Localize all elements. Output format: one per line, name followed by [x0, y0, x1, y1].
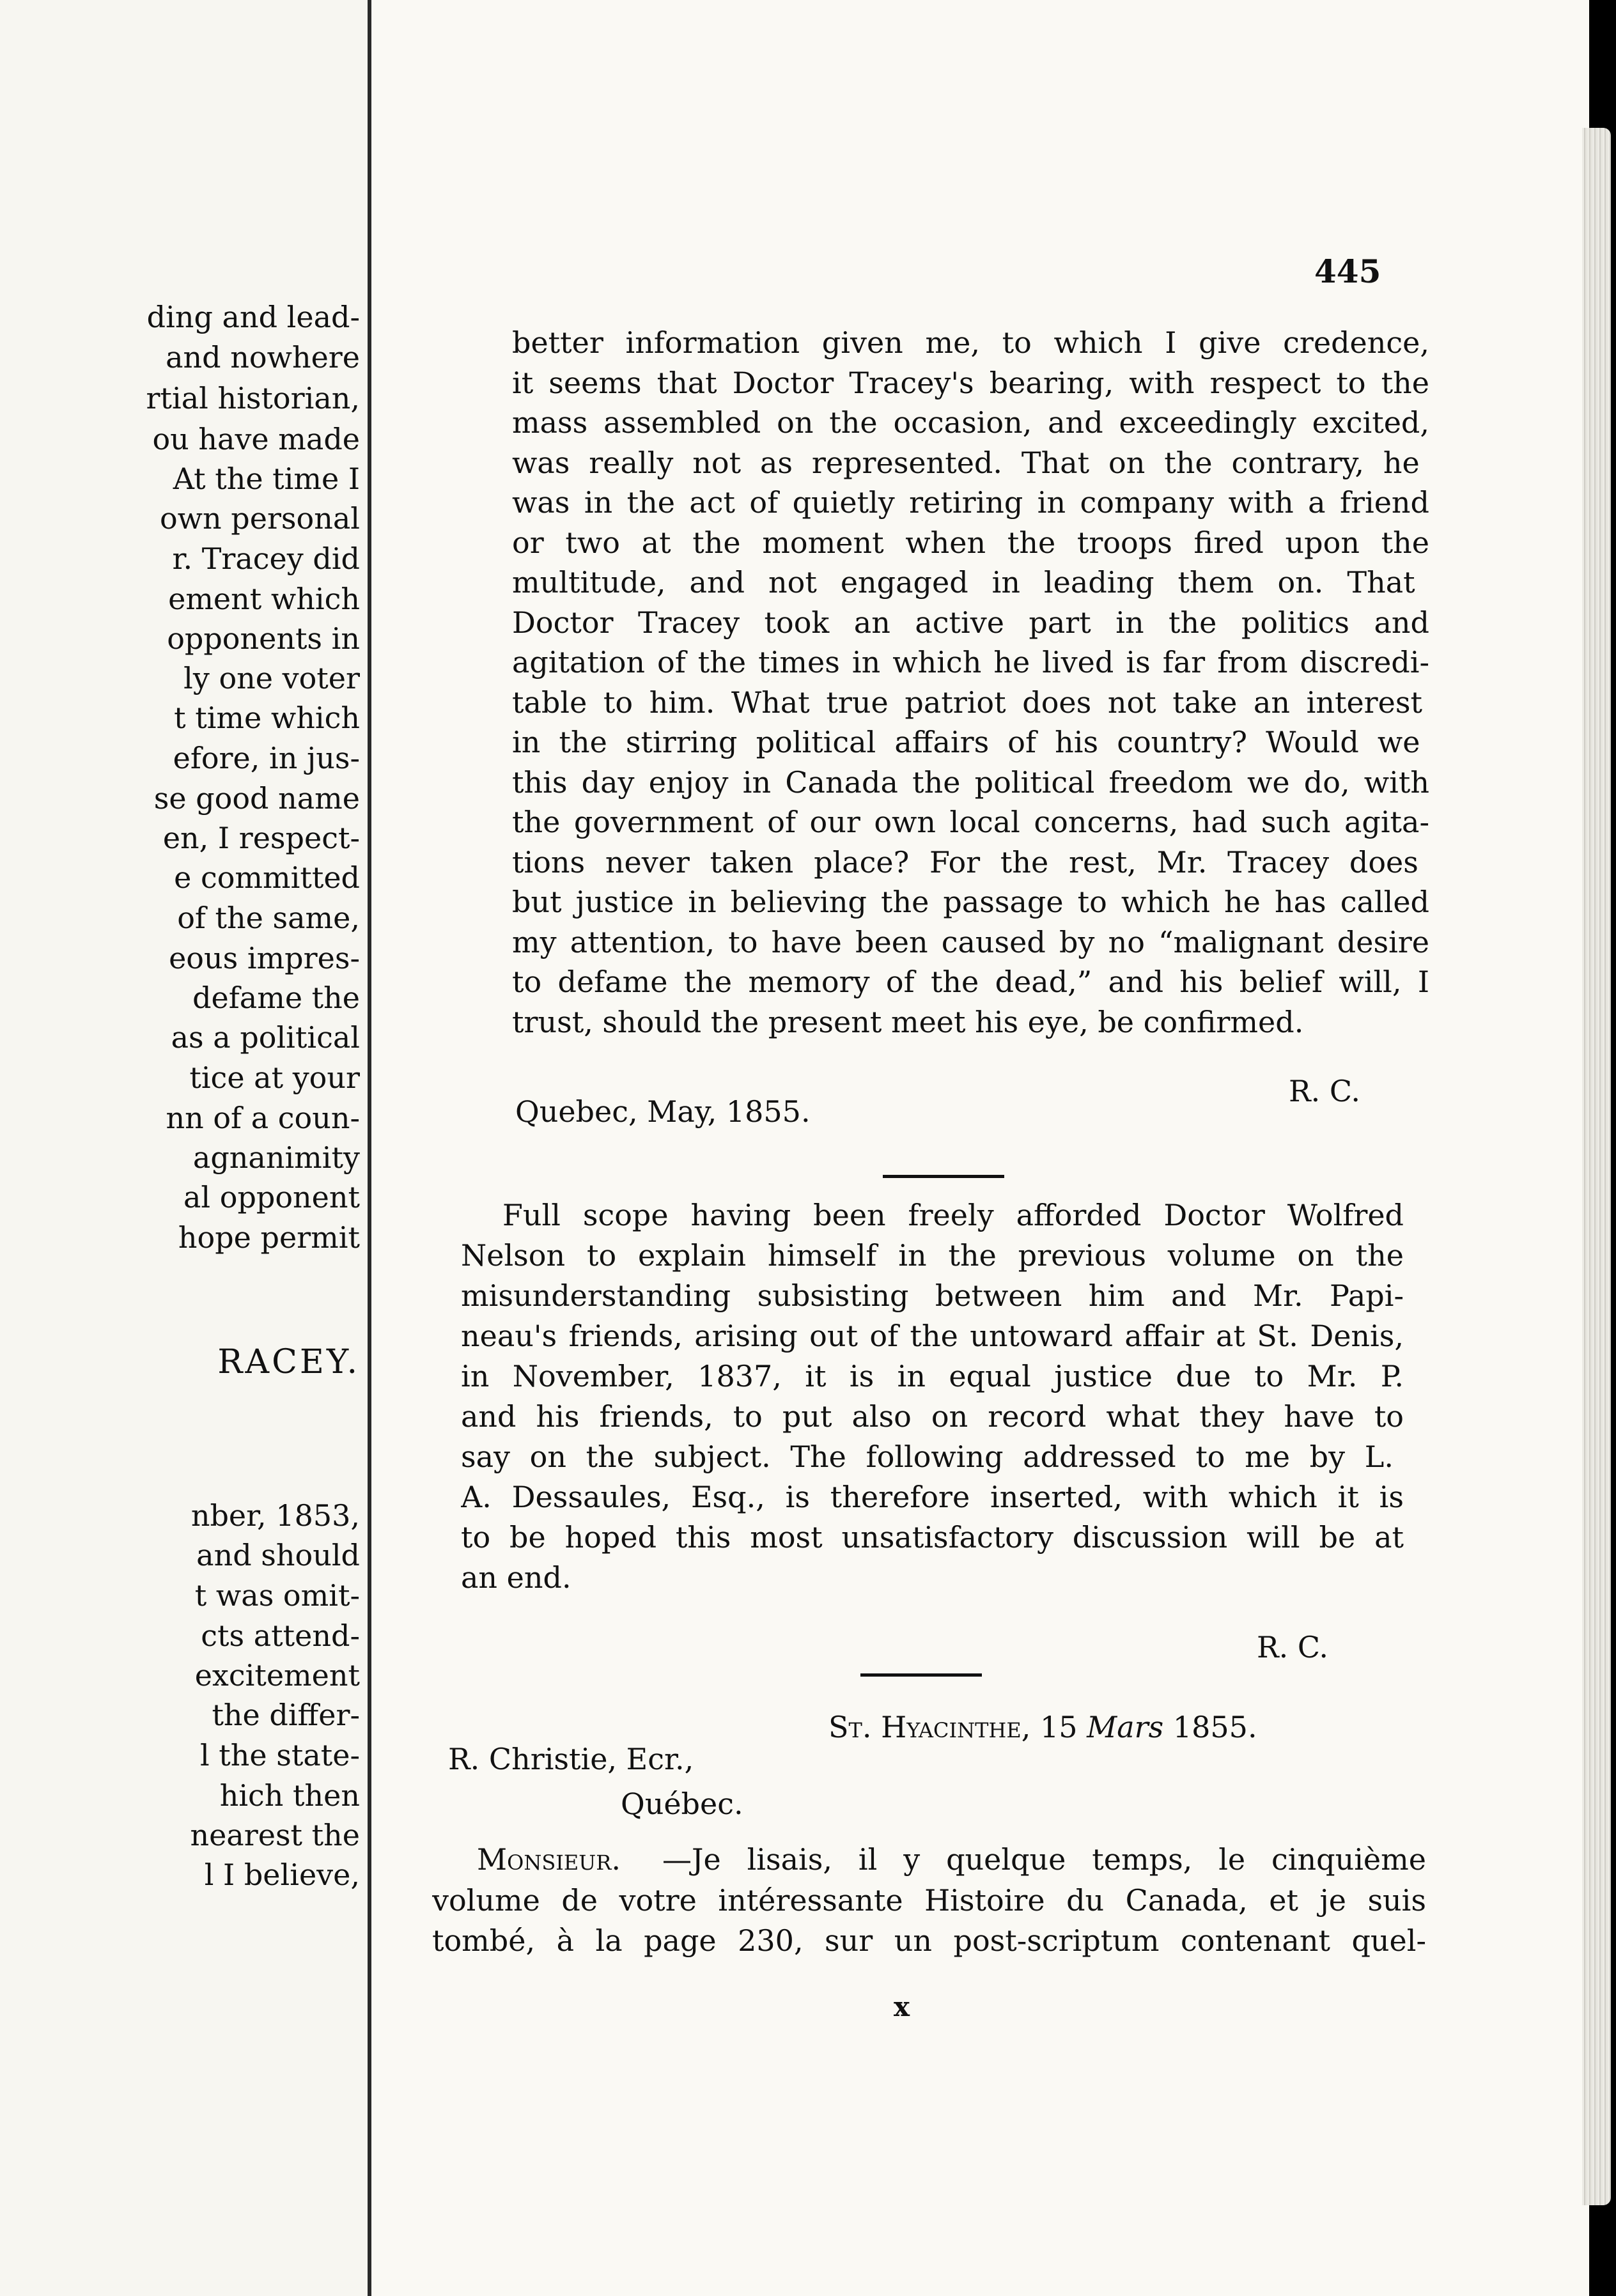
salutation: Monsieur. [477, 1842, 621, 1877]
letter-year: 1855. [1172, 1710, 1257, 1744]
previous-page-line: se good name [153, 781, 360, 816]
paragraph-line: in the stirring political affairs of his country? Would we [512, 725, 1420, 759]
previous-page-line: rtial historian, [146, 381, 360, 415]
current-page [371, 0, 1589, 2296]
previous-page-line: nn of a coun- [166, 1101, 360, 1135]
paragraph-line: it seems that Doctor Tracey's bearing, with respect to the [512, 365, 1429, 400]
letter-dateline [828, 1710, 1257, 1744]
previous-page-line: own personal [159, 501, 360, 536]
paragraph-line: was really not as represented. That on the contrary, he [512, 445, 1420, 480]
paragraph-line: in November, 1837, it is in equal justice due to Mr. P. [461, 1359, 1404, 1393]
place-date-quebec: Quebec, May, 1855. [515, 1094, 811, 1129]
previous-page-line: opponents in [167, 621, 360, 656]
paragraph-line: multitude, and not engaged in leading them on. That [512, 565, 1415, 600]
book-page-edges [1582, 128, 1611, 2205]
paragraph-line: tions never taken place? For the rest, Mr. Tracey does [512, 844, 1418, 880]
previous-page-line: agnanimity [192, 1140, 360, 1175]
previous-page-line: nber, 1853, [190, 1498, 360, 1533]
previous-page-line: en, I respect- [162, 821, 360, 855]
previous-page-line: ement which [168, 582, 360, 616]
previous-page-line: t time which [174, 701, 360, 735]
paragraph-line: my attention, to have been caused by no “malignant desire [512, 924, 1429, 959]
paragraph-line: the government of our own local concerns, had such agita- [512, 805, 1429, 839]
previous-page-line: cts attend- [201, 1618, 360, 1653]
letter-place: St. Hyacinthe, [828, 1710, 1031, 1744]
paragraph-line: misunderstanding subsisting between him and Mr. Papi- [461, 1278, 1404, 1313]
sheet-signature-mark: x [894, 1991, 910, 2022]
previous-page-line: l I believe, [204, 1858, 360, 1892]
previous-page-signature: RACEY. [217, 1343, 360, 1381]
page-number: 445 [1314, 252, 1381, 290]
paragraph-line: agitation of the times in which he lived is far from discredi- [512, 645, 1429, 679]
previous-page-line: r. Tracey did [172, 541, 360, 576]
paragraph-line: an end. [461, 1560, 571, 1595]
previous-page-line: and should [196, 1538, 360, 1572]
previous-page-line: efore, in jus- [173, 741, 360, 775]
previous-page-line: ly one voter [183, 661, 360, 695]
paragraph-line: A. Dessaules, Esq., is therefore inserted, with which it is [461, 1480, 1404, 1514]
previous-page-line: of the same, [177, 901, 360, 935]
addressee-name: R. Christie, Ecr., [448, 1742, 694, 1776]
paragraph-line: —Je lisais, il y quelque temps, le cinquième [662, 1842, 1426, 1877]
paragraph-line: better information given me, to which I give credence, [512, 325, 1429, 360]
paragraph-line: to defame the memory of the dead,” and his belief will, I [512, 965, 1429, 999]
paragraph-line: mass assembled on the occasion, and exceedingly excited, [512, 405, 1429, 440]
previous-page-line: ding and lead- [146, 300, 360, 334]
section-rule-2 [860, 1673, 982, 1677]
previous-page-line: hich then [219, 1778, 360, 1813]
paragraph-line: trust, should the present meet his eye, be confirmed. [512, 1004, 1304, 1039]
paragraph-line: this day enjoy in Canada the political freedom we do, with [512, 764, 1429, 800]
paragraph-line: Nelson to explain himself in the previous volume on the [461, 1238, 1404, 1273]
previous-page-line: excitement [194, 1658, 360, 1693]
paragraph-line: neau's friends, arising out of the untoward affair at St. Denis, [461, 1319, 1404, 1353]
previous-page-line: hope permit [178, 1220, 360, 1255]
paragraph-line: Doctor Tracey took an active part in the politics and [512, 605, 1429, 640]
previous-page-line: the differ- [212, 1698, 360, 1732]
paragraph-line: but justice in believing the passage to which he has called [512, 885, 1429, 919]
letter-month: Mars [1087, 1710, 1164, 1744]
previous-page-line: At the time I [173, 462, 360, 496]
previous-page-line: defame the [192, 981, 360, 1015]
paragraph-line: to be hoped this most unsatisfactory discussion will be at [461, 1520, 1404, 1555]
paragraph-line: was in the act of quietly retiring in company with a friend [512, 485, 1429, 520]
paragraph-line: and his friends, to put also on record what they have to [461, 1399, 1404, 1434]
signature-rc-2: R. C. [1257, 1630, 1329, 1664]
paragraph-line: Full scope having been freely afforded Doctor Wolfred [502, 1198, 1404, 1232]
previous-page-fragment [0, 0, 368, 2296]
previous-page-line: t was omit- [194, 1578, 360, 1613]
signature-rc-1: R. C. [1289, 1074, 1361, 1108]
previous-page-line: tice at your [189, 1060, 360, 1095]
previous-page-line: e committed [174, 860, 360, 895]
paragraph-line: or two at the moment when the troops fired upon the [512, 525, 1429, 560]
paragraph-line: volume de votre intéressante Histoire du Canada, et je suis [432, 1883, 1426, 1918]
paragraph-line: table to him. What true patriot does not take an interest [512, 685, 1422, 720]
paragraph-line: say on the subject. The following addressed to me by L. [461, 1439, 1394, 1474]
addressee-city: Québec. [621, 1787, 743, 1821]
previous-page-line: ou have made [152, 422, 360, 456]
letter-day: 15 [1039, 1710, 1078, 1744]
previous-page-line: nearest the [190, 1818, 360, 1852]
section-rule-1 [883, 1175, 1004, 1178]
previous-page-line: as a political [171, 1020, 360, 1055]
paragraph-line: tombé, à la page 230, sur un post-scriptum contenant quel- [432, 1923, 1426, 1958]
previous-page-line: al opponent [183, 1180, 360, 1214]
previous-page-line: and nowhere [166, 340, 360, 375]
previous-page-line: eous impres- [169, 941, 360, 975]
page-content [371, 0, 1589, 2296]
previous-page-line: l the state- [199, 1738, 360, 1772]
